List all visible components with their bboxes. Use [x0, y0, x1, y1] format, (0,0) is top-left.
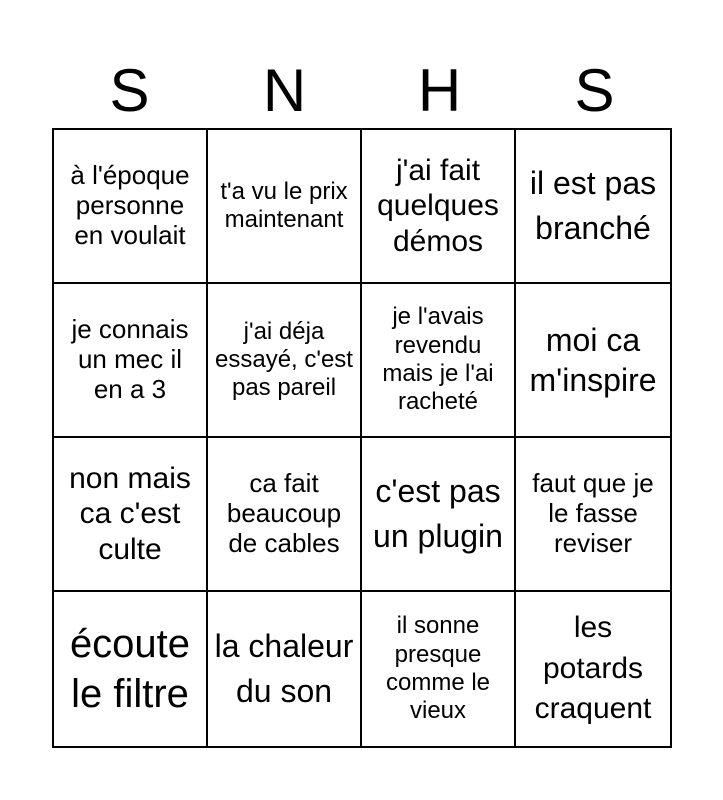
bingo-cell-r4c2[interactable] — [208, 592, 362, 746]
bingo-cell-text: à l'époque personne en voulait — [70, 160, 190, 250]
bingo-cell-r1c2[interactable] — [208, 130, 362, 284]
bingo-cell-r1c4[interactable] — [516, 130, 670, 284]
bingo-cell-r2c2[interactable] — [208, 284, 362, 438]
bingo-cell-r3c4[interactable] — [516, 438, 670, 592]
bingo-cell-r3c1[interactable] — [54, 438, 208, 592]
bingo-cell-text: je l'avais revendu mais je l'ai racheté — [382, 303, 494, 416]
header-letters — [52, 56, 672, 126]
bingo-cell-r1c3[interactable] — [362, 130, 516, 284]
bingo-cell-text: faut que je le fasse reviser — [532, 468, 654, 558]
bingo-cell-r3c2[interactable] — [208, 438, 362, 592]
bingo-cell-text: la chaleur du son — [214, 628, 354, 709]
header-letter-4: S — [574, 57, 615, 124]
header-letter-3: H — [417, 57, 462, 124]
bingo-cell-text: moi ca m'inspire — [529, 322, 657, 398]
header-letter-1: S — [109, 57, 150, 124]
bingo-cell-text: écoute le filtre — [69, 622, 191, 716]
bingo-cell-text: il sonne presque comme le vieux — [385, 612, 491, 725]
bingo-cell-text: il est pas branché — [529, 165, 657, 246]
bingo-cell-r4c1[interactable] — [54, 592, 208, 746]
bingo-cell-text: j'ai fait quelques démos — [377, 153, 499, 258]
bingo-cell-text: t'a vu le prix maintenant — [220, 178, 348, 233]
bingo-cell-text: ca fait beaucoup de cables — [226, 468, 342, 558]
bingo-cell-r2c1[interactable] — [54, 284, 208, 438]
bingo-cell-text: j'ai déja essayé, c'est pas pareil — [215, 317, 353, 402]
bingo-cell-r4c3[interactable] — [362, 592, 516, 746]
bingo-cell-text: non mais ca c'est culte — [69, 461, 191, 566]
bingo-board — [52, 128, 672, 748]
bingo-cell-r3c3[interactable] — [362, 438, 516, 592]
bingo-cell-text: les potards craquent — [534, 611, 652, 726]
bingo-cell-r4c4[interactable] — [516, 592, 670, 746]
header-letter-2: N — [262, 57, 307, 124]
bingo-cell-r2c3[interactable] — [362, 284, 516, 438]
bingo-cell-text: je connais un mec il en a 3 — [71, 314, 189, 404]
bingo-cell-text: c'est pas un plugin — [373, 473, 503, 554]
bingo-cell-r2c4[interactable] — [516, 284, 670, 438]
bingo-cell-r1c1[interactable] — [54, 130, 208, 284]
